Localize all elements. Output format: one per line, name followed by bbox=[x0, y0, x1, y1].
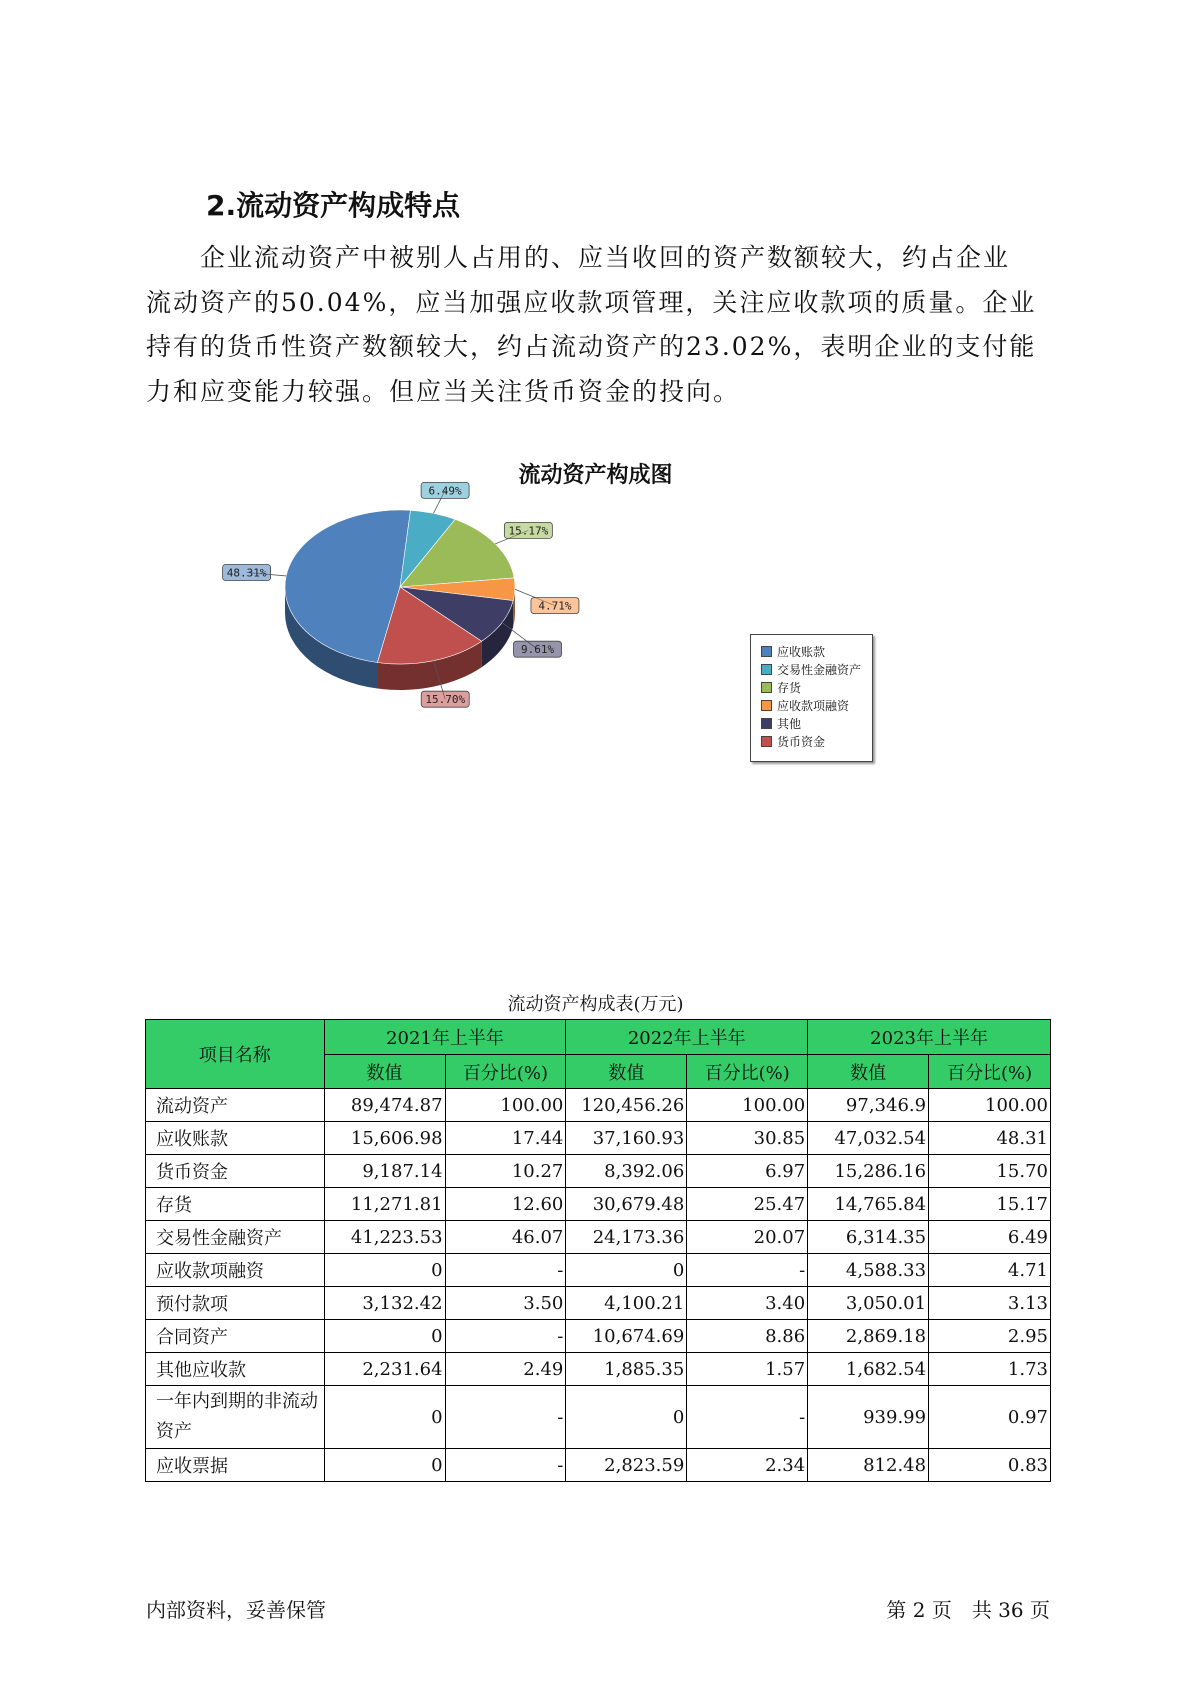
row-item-name: 预付款项 bbox=[146, 1287, 325, 1320]
data-label: 15.17% bbox=[508, 524, 549, 538]
data-label: 6.49% bbox=[428, 484, 462, 498]
row-item-name: 一年内到期的非流动资产 bbox=[146, 1386, 325, 1449]
percent-cell: 0.97 bbox=[929, 1386, 1051, 1449]
value-cell: 0 bbox=[324, 1449, 445, 1482]
value-cell: 120,456.26 bbox=[566, 1089, 687, 1122]
legend-entry bbox=[761, 643, 872, 661]
chart-legend bbox=[750, 634, 873, 762]
table-row bbox=[146, 1089, 1051, 1122]
table-row bbox=[146, 1287, 1051, 1320]
legend-swatch bbox=[761, 664, 772, 675]
value-cell: 4,100.21 bbox=[566, 1287, 687, 1320]
percent-cell: 1.73 bbox=[929, 1353, 1051, 1386]
value-cell: 37,160.93 bbox=[566, 1122, 687, 1155]
value-cell: 1,885.35 bbox=[566, 1353, 687, 1386]
value-cell: 0 bbox=[324, 1386, 445, 1449]
value-cell: 6,314.35 bbox=[808, 1221, 929, 1254]
percent-cell: 15.17 bbox=[929, 1188, 1051, 1221]
table-row bbox=[146, 1188, 1051, 1221]
chart-title: 流动资产构成图 bbox=[518, 463, 673, 488]
percent-cell: 48.31 bbox=[929, 1122, 1051, 1155]
legend-swatch bbox=[761, 646, 772, 657]
legend-entry bbox=[761, 679, 872, 697]
paragraph-line: 流动资产的50.04%，应当加强应收款项管理，关注应收款项的质量。企业 bbox=[146, 287, 1037, 317]
value-cell: 0 bbox=[566, 1386, 687, 1449]
percent-subheader: 百分比(%) bbox=[445, 1055, 566, 1089]
percent-cell: 3.13 bbox=[929, 1287, 1051, 1320]
percent-cell: 10.27 bbox=[445, 1155, 566, 1188]
row-item-name: 流动资产 bbox=[146, 1089, 325, 1122]
table-row bbox=[146, 1122, 1051, 1155]
item-name-header: 项目名称 bbox=[146, 1020, 325, 1089]
percent-cell: - bbox=[687, 1386, 808, 1449]
table-row bbox=[146, 1155, 1051, 1188]
legend-label: 应收账款 bbox=[777, 645, 826, 659]
value-subheader: 数值 bbox=[324, 1055, 445, 1089]
value-cell: 47,032.54 bbox=[808, 1122, 929, 1155]
value-cell: 89,474.87 bbox=[324, 1089, 445, 1122]
value-cell: 30,679.48 bbox=[566, 1188, 687, 1221]
data-label: 9.61% bbox=[520, 643, 555, 657]
row-item-name: 合同资产 bbox=[146, 1320, 325, 1353]
footer-confidential-note: 内部资料，妥善保管 bbox=[146, 1598, 326, 1622]
value-cell: 2,823.59 bbox=[566, 1449, 687, 1482]
table-caption: 流动资产构成表(万元) bbox=[507, 994, 684, 1015]
legend-label: 其他 bbox=[777, 717, 802, 731]
data-label: 15.70% bbox=[425, 693, 466, 707]
percent-cell: 2.95 bbox=[929, 1320, 1051, 1353]
percent-cell: 6.97 bbox=[687, 1155, 808, 1188]
value-cell: 3,050.01 bbox=[808, 1287, 929, 1320]
pie-chart bbox=[220, 484, 640, 780]
row-item-name: 应收票据 bbox=[146, 1449, 325, 1482]
percent-cell: 6.49 bbox=[929, 1221, 1051, 1254]
value-cell: 11,271.81 bbox=[324, 1188, 445, 1221]
percent-cell: 12.60 bbox=[445, 1188, 566, 1221]
value-cell: 3,132.42 bbox=[324, 1287, 445, 1320]
value-cell: 2,869.18 bbox=[808, 1320, 929, 1353]
legend-entry bbox=[761, 733, 872, 751]
value-cell: 0 bbox=[324, 1320, 445, 1353]
percent-cell: - bbox=[687, 1254, 808, 1287]
value-cell: 97,346.9 bbox=[808, 1089, 929, 1122]
table-row bbox=[146, 1221, 1051, 1254]
legend-swatch bbox=[761, 736, 772, 747]
percent-cell: 100.00 bbox=[929, 1089, 1051, 1122]
row-item-name: 交易性金融资产 bbox=[146, 1221, 325, 1254]
value-subheader: 数值 bbox=[566, 1055, 687, 1089]
value-cell: 41,223.53 bbox=[324, 1221, 445, 1254]
year-header: 2022年上半年 bbox=[566, 1020, 808, 1055]
value-subheader: 数值 bbox=[808, 1055, 929, 1089]
percent-cell: 2.34 bbox=[687, 1449, 808, 1482]
analysis-paragraph bbox=[146, 236, 1046, 414]
year-header: 2021年上半年 bbox=[324, 1020, 566, 1055]
row-item-name: 应收账款 bbox=[146, 1122, 325, 1155]
percent-subheader: 百分比(%) bbox=[929, 1055, 1051, 1089]
value-cell: 15,606.98 bbox=[324, 1122, 445, 1155]
data-label: 4.71% bbox=[538, 599, 572, 613]
legend-label: 存货 bbox=[777, 681, 802, 695]
percent-cell: 0.83 bbox=[929, 1449, 1051, 1482]
value-cell: 10,674.69 bbox=[566, 1320, 687, 1353]
legend-entry bbox=[761, 697, 872, 715]
legend-entry bbox=[761, 715, 872, 733]
value-cell: 8,392.06 bbox=[566, 1155, 687, 1188]
percent-cell: 17.44 bbox=[445, 1122, 566, 1155]
percent-cell: 3.50 bbox=[445, 1287, 566, 1320]
paragraph-line: 持有的货币性资产数额较大，约占流动资产的23.02%，表明企业的支付能 bbox=[146, 332, 1037, 362]
legend-label: 应收款项融资 bbox=[777, 699, 850, 713]
row-item-name: 货币资金 bbox=[146, 1155, 325, 1188]
value-cell: 14,765.84 bbox=[808, 1188, 929, 1221]
section-heading: 2.流动资产构成特点 bbox=[206, 189, 461, 222]
value-cell: 4,588.33 bbox=[808, 1254, 929, 1287]
percent-cell: - bbox=[445, 1449, 566, 1482]
value-cell: 2,231.64 bbox=[324, 1353, 445, 1386]
table-row bbox=[146, 1386, 1051, 1449]
year-header: 2023年上半年 bbox=[808, 1020, 1051, 1055]
value-cell: 0 bbox=[566, 1254, 687, 1287]
legend-entry bbox=[761, 661, 872, 679]
paragraph-line: 力和应变能力较强。但应当关注货币资金的投向。 bbox=[146, 376, 741, 406]
table-row bbox=[146, 1449, 1051, 1482]
value-cell: 24,173.36 bbox=[566, 1221, 687, 1254]
data-label: 48.31% bbox=[226, 566, 267, 580]
percent-cell: 30.85 bbox=[687, 1122, 808, 1155]
value-cell: 812.48 bbox=[808, 1449, 929, 1482]
percent-cell: 1.57 bbox=[687, 1353, 808, 1386]
percent-cell: 100.00 bbox=[445, 1089, 566, 1122]
percent-cell: - bbox=[445, 1386, 566, 1449]
legend-swatch bbox=[761, 682, 772, 693]
legend-label: 货币资金 bbox=[777, 735, 826, 749]
percent-subheader: 百分比(%) bbox=[687, 1055, 808, 1089]
legend-swatch bbox=[761, 718, 772, 729]
percent-cell: 8.86 bbox=[687, 1320, 808, 1353]
row-item-name: 其他应收款 bbox=[146, 1353, 325, 1386]
percent-cell: 25.47 bbox=[687, 1188, 808, 1221]
legend-label: 交易性金融资产 bbox=[777, 663, 862, 677]
row-item-name: 应收款项融资 bbox=[146, 1254, 325, 1287]
value-cell: 1,682.54 bbox=[808, 1353, 929, 1386]
value-cell: 15,286.16 bbox=[808, 1155, 929, 1188]
percent-cell: 4.71 bbox=[929, 1254, 1051, 1287]
percent-cell: 100.00 bbox=[687, 1089, 808, 1122]
percent-cell: 46.07 bbox=[445, 1221, 566, 1254]
percent-cell: 2.49 bbox=[445, 1353, 566, 1386]
value-cell: 939.99 bbox=[808, 1386, 929, 1449]
value-cell: 9,187.14 bbox=[324, 1155, 445, 1188]
legend-swatch bbox=[761, 700, 772, 711]
percent-cell: 3.40 bbox=[687, 1287, 808, 1320]
current-assets-table bbox=[145, 1019, 1051, 1482]
percent-cell: 20.07 bbox=[687, 1221, 808, 1254]
value-cell: 0 bbox=[324, 1254, 445, 1287]
row-item-name: 存货 bbox=[146, 1188, 325, 1221]
table-row bbox=[146, 1254, 1051, 1287]
paragraph-line: 企业流动资产中被别人占用的、应当收回的资产数额较大，约占企业 bbox=[146, 243, 1011, 272]
percent-cell: - bbox=[445, 1254, 566, 1287]
table-row bbox=[146, 1353, 1051, 1386]
percent-cell: - bbox=[445, 1320, 566, 1353]
footer-page-number: 第 2 页 共 36 页 bbox=[886, 1598, 1050, 1622]
table-row bbox=[146, 1320, 1051, 1353]
percent-cell: 15.70 bbox=[929, 1155, 1051, 1188]
